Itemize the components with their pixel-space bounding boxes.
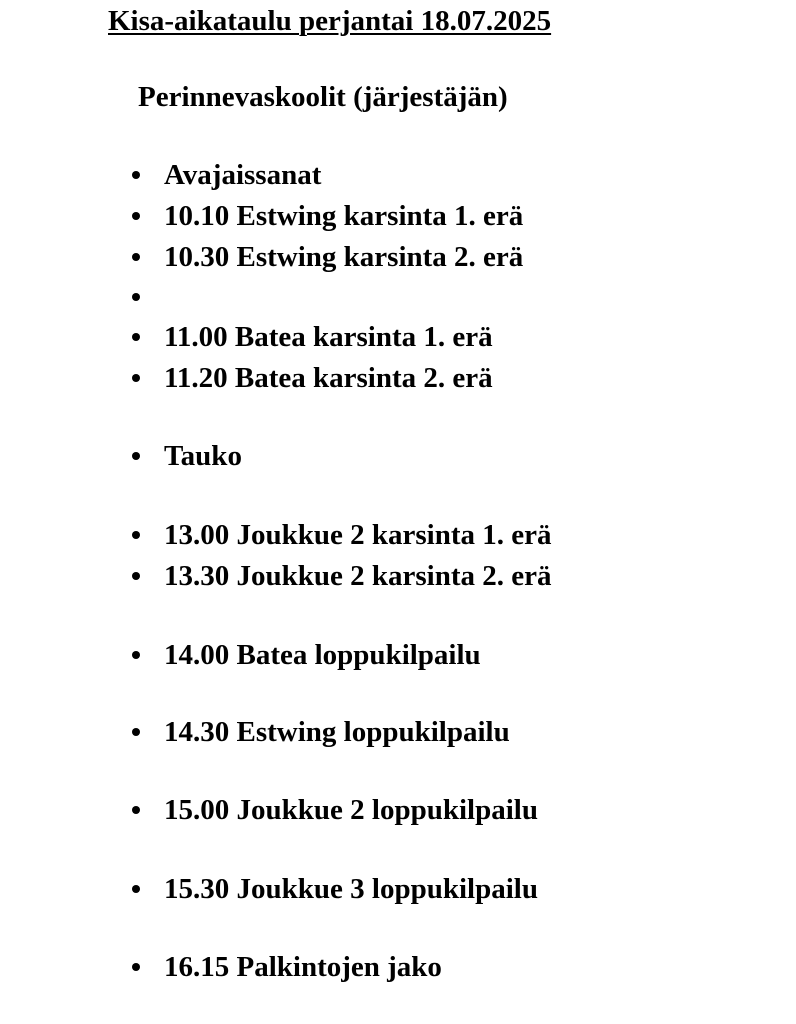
bullet-icon — [132, 531, 140, 539]
list-item-text: 10.10 Estwing karsinta 1. erä — [164, 200, 524, 232]
list-item-text: 10.30 Estwing karsinta 2. erä — [164, 241, 524, 273]
section-subtitle: Perinnevaskoolit (järjestäjän) — [138, 81, 508, 113]
list-item-text: 13.00 Joukkue 2 karsinta 1. erä — [164, 519, 552, 551]
list-item-text: 11.00 Batea karsinta 1. erä — [164, 321, 493, 353]
list-item-text: 14.00 Batea loppukilpailu — [164, 639, 481, 671]
bullet-icon — [132, 212, 140, 220]
bullet-icon — [132, 374, 140, 382]
bullet-icon — [132, 171, 140, 179]
list-item-text: Tauko — [164, 440, 242, 472]
list-item-text: Avajaissanat — [164, 159, 322, 191]
bullet-icon — [132, 333, 140, 341]
bullet-icon — [132, 885, 140, 893]
list-item-text: 16.15 Palkintojen jako — [164, 951, 442, 983]
list-item-text: 13.30 Joukkue 2 karsinta 2. erä — [164, 560, 552, 592]
bullet-icon — [132, 963, 140, 971]
list-item-text: 11.20 Batea karsinta 2. erä — [164, 362, 493, 394]
bullet-icon — [132, 806, 140, 814]
bullet-icon — [132, 651, 140, 659]
bullet-icon — [132, 253, 140, 261]
list-item-text: 15.30 Joukkue 3 loppukilpailu — [164, 873, 538, 905]
bullet-icon — [132, 293, 140, 301]
bullet-icon — [132, 728, 140, 736]
list-item-text: 14.30 Estwing loppukilpailu — [164, 716, 510, 748]
list-item-text: 15.00 Joukkue 2 loppukilpailu — [164, 794, 538, 826]
bullet-icon — [132, 452, 140, 460]
page-title: Kisa-aikataulu perjantai 18.07.2025 — [108, 5, 552, 37]
bullet-icon — [132, 572, 140, 580]
